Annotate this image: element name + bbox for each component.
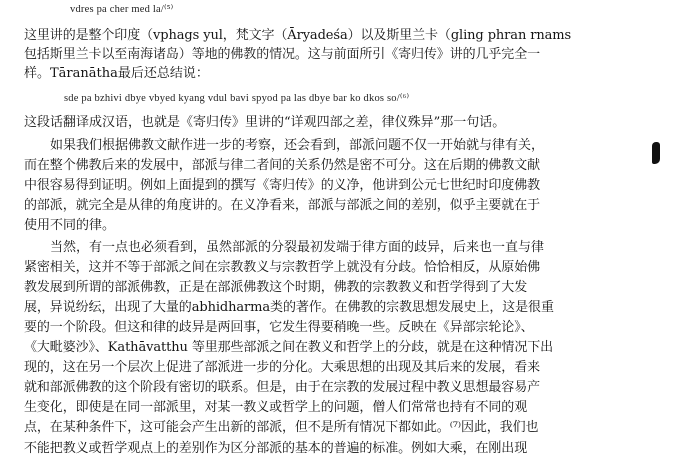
paragraph-first-line: 当然，有一点也必须看到，虽然部派的分裂最初发端于律方面的歧异，后来也一直与律 xyxy=(50,240,545,255)
text-line: 要的一个阶段。但这和律的歧异是两回事，它发生得要稍晚一些。反映在《异部宗轮论》、 xyxy=(24,320,534,335)
text-line: 包括斯里兰卡以至南海诸岛）等地的佛教的情况。这与前面所引《寄归传》讲的几乎完全一 xyxy=(24,47,541,62)
text-line: 的部派，就完全是从律的角度讲的。在义净看来，部派与部派之间的差别，似乎主要就在于 xyxy=(24,198,541,213)
text-line: 展，异说纷纭，出现了大量的abhidharma类的著作。在佛教的宗教思想发展史上，这是很重 xyxy=(24,300,554,315)
text-line: 不能把教义或哲学观点上的差别作为区分部派的基本的普遍的标准。例如大乘，在刚出现 xyxy=(24,441,528,456)
paragraph-first-line: 如果我们根据佛教文献作进一步的考察，还会看到，部派问题不仅一开始就与律有关， xyxy=(50,138,545,153)
text-line: 这里讲的是整个印度（vphags yul，梵文字（Āryadeśa）以及斯里兰卡（gling phran rnams xyxy=(24,28,572,43)
text-line: 现的，这在另一个层次上促进了部派进一步的分化。大乘思想的出现及其后来的发展，看来 xyxy=(24,360,541,375)
text-line: 点，在某种条件下，这可能会产生出新的部派，但不是所有情况下都如此。⁽⁷⁾因此，我们也 xyxy=(24,420,539,435)
text-line: 紧密相关，这并不等于部派之间在宗教教义与宗教哲学上就没有分歧。恰恰相反，从原始佛 xyxy=(24,260,541,275)
text-line: 生变化，即使是在同一部派里，对某一教义或哲学上的问题，僧人们常常也持有不同的观 xyxy=(24,400,528,415)
tibetan-quote-line: sde pa bzhivi dbye vbyed kyang vdul bavi spyod pa las dbye bar ko dkos so/⁽⁶⁾ xyxy=(64,93,410,104)
text-line: 使用不同的律。 xyxy=(24,218,116,233)
tibetan-quote-line: vdres pa cher med la/⁽⁵⁾ xyxy=(70,4,174,15)
text-line: 教发展到所谓的部派佛教，正是在部派佛教这个时期，佛教的宗教教义和哲学得到了大发 xyxy=(24,280,528,295)
text-line: 就和部派佛教的这个阶段有密切的联系。但是，由于在宗教的发展过程中教义思想最容易产 xyxy=(24,380,541,395)
scan-ink-mark xyxy=(652,142,660,164)
text-line: 《大毗婆沙》、Kathāvatthu 等里那些部派之间在教义和哲学上的分歧，就是在这种情况下出 xyxy=(24,340,554,355)
text-line: 这段话翻译成汉语，也就是《寄归传》里讲的“详观四部之差，律仪殊异”那一句话。 xyxy=(24,115,506,130)
text-line: 样。Tāranātha最后还总结说： xyxy=(24,66,209,81)
text-line: 而在整个佛教后来的发展中，部派与律二者间的关系仍然是密不可分。这在后期的佛教文献 xyxy=(24,158,541,173)
text-line: 中很容易得到证明。例如上面提到的撰写《寄归传》的义净，他讲到公元七世纪时印度佛教 xyxy=(24,178,541,193)
